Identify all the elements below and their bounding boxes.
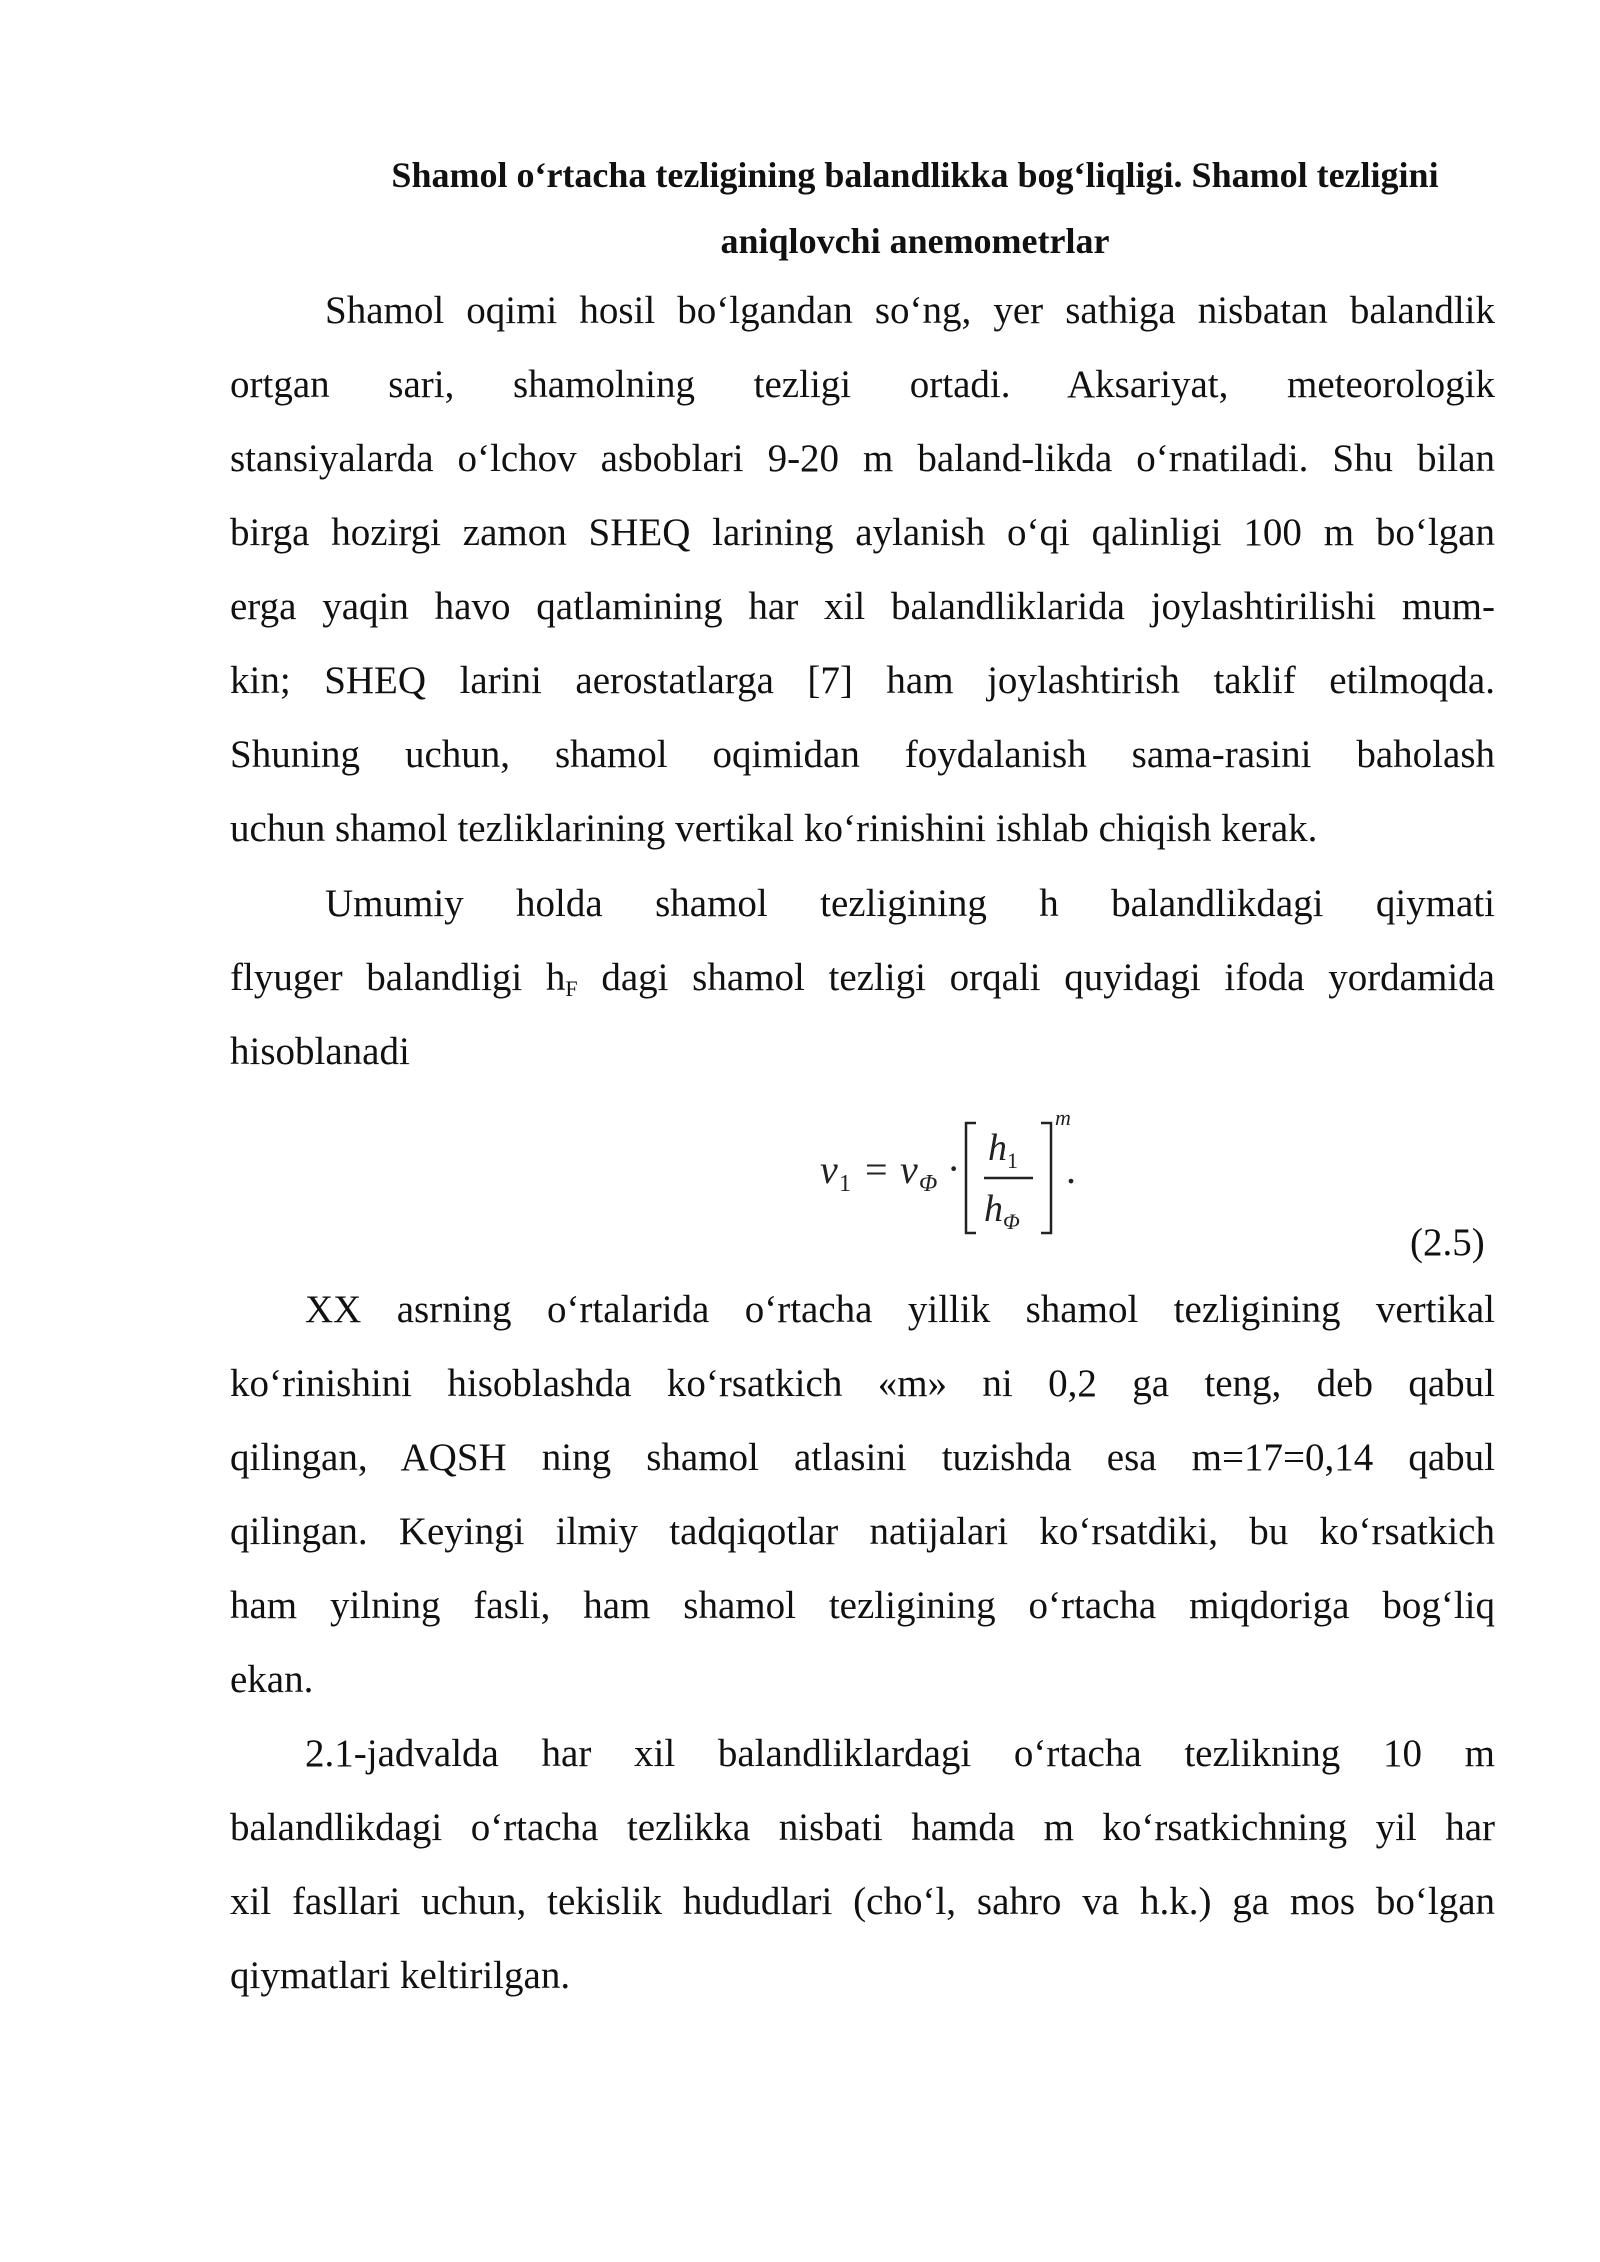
equation-number: (2.5) xyxy=(1410,1221,1485,1264)
paragraph-1-line-4: birga hozirgi zamon SHEQ larining aylanish o‘qi qalinligi 100 m bo‘lgan xyxy=(230,511,1495,554)
paragraph-4-line-4: qiymatlari keltirilgan. xyxy=(230,1954,571,1997)
paragraph-3-line-1: XX asrning o‘rtalarida o‘rtacha yillik shamol tezligining vertikal xyxy=(305,1288,1495,1331)
formula-numerator-subscript: 1 xyxy=(1007,1148,1018,1173)
formula-rhs-subscript: Φ xyxy=(919,1171,938,1197)
paragraph-4-line-3: xil fasllari uchun, tekislik hududlari (cho‘l, sahro va h.k.) ga mos bo‘lgan xyxy=(230,1880,1495,1923)
formula-denominator-subscript: Φ xyxy=(1003,1209,1020,1234)
formula-period: . xyxy=(1066,1147,1076,1192)
paragraph-1-line-3: stansiyalarda o‘lchov asboblari 9-20 m baland-likda o‘rnatiladi. Shu bilan xyxy=(230,437,1495,480)
paragraph-3-line-2: ko‘rinishini hisoblashda ko‘rsatkich «m» ni 0,2 ga teng, deb qabul xyxy=(230,1362,1495,1405)
paragraph-4-line-1: 2.1-jadvalda har xil balandliklardagi o‘rtacha tezlikning 10 m xyxy=(305,1732,1495,1775)
paragraph-1-line-6: kin; SHEQ larini aerostatlarga [7] ham joylashtirish taklif etilmoqda. xyxy=(230,659,1495,702)
formula-2-5 xyxy=(820,1105,1100,1255)
paragraph-3-line-3: qilingan, AQSH ning shamol atlasini tuzishda esa m=17=0,14 qabul xyxy=(230,1436,1495,1479)
paragraph-2-line-1: Umumiy holda shamol tezligining h balandlikdagi qiymati xyxy=(325,882,1495,925)
paragraph-2-line-2 xyxy=(230,953,1495,1014)
page-title-line-1: Shamol o‘rtacha tezligining balandlikka bog‘liqligi. Shamol tezligini xyxy=(391,155,1439,195)
paragraph-2-line-3: hisoblanadi xyxy=(230,1030,410,1073)
formula-dot: · xyxy=(947,1146,961,1191)
paragraph-1-line-7: Shuning uchun, shamol oqimidan foydalanish sama-rasini baholash xyxy=(230,733,1495,776)
formula-right-bracket xyxy=(1041,1123,1051,1233)
formula-left-bracket xyxy=(966,1123,976,1233)
paragraph-1-line-1: Shamol oqimi hosil bo‘lgandan so‘ng, yer sathiga nisbatan balandlik xyxy=(325,289,1495,332)
paragraph-1-line-5: erga yaqin havo qatlamining har xil balandliklarida joylashtirilishi mum- xyxy=(230,585,1495,628)
paragraph-1-line-8: uchun shamol tezliklarining vertikal ko‘rinishini ishlab chiqish kerak. xyxy=(230,807,1318,850)
formula-equals: = xyxy=(865,1147,888,1192)
paragraph-3-line-6: ekan. xyxy=(230,1658,314,1701)
paragraph-2-line-2-part-b: dagi shamol tezligi orqali quyidagi ifoda yordamida xyxy=(577,956,1495,999)
formula-lhs: v xyxy=(820,1147,838,1192)
formula-numerator: h xyxy=(988,1127,1007,1169)
formula-exponent: m xyxy=(1055,1105,1071,1130)
paragraph-3-line-4: qilingan. Keyingi ilmiy tadqiqotlar natijalari ko‘rsatdiki, bu ko‘rsatkich xyxy=(230,1510,1495,1553)
page-title-line-2: aniqlovchi anemometrlar xyxy=(720,221,1110,261)
paragraph-2-subscript-f: F xyxy=(565,976,578,1001)
paragraph-2-line-2-part-a: flyuger balandligi h xyxy=(230,956,566,999)
paragraph-3-line-5: ham yilning fasli, ham shamol tezligining o‘rtacha miqdoriga bog‘liq xyxy=(230,1584,1495,1627)
formula-denominator: h xyxy=(984,1188,1003,1230)
formula-lhs-subscript: 1 xyxy=(839,1171,851,1197)
formula-rhs: v xyxy=(900,1147,918,1192)
paragraph-1-line-2: ortgan sari, shamolning tezligi ortadi. Aksariyat, meteorologik xyxy=(230,363,1495,406)
paragraph-4-line-2: balandlikdagi o‘rtacha tezlikka nisbati hamda m ko‘rsatkichning yil har xyxy=(230,1806,1495,1849)
